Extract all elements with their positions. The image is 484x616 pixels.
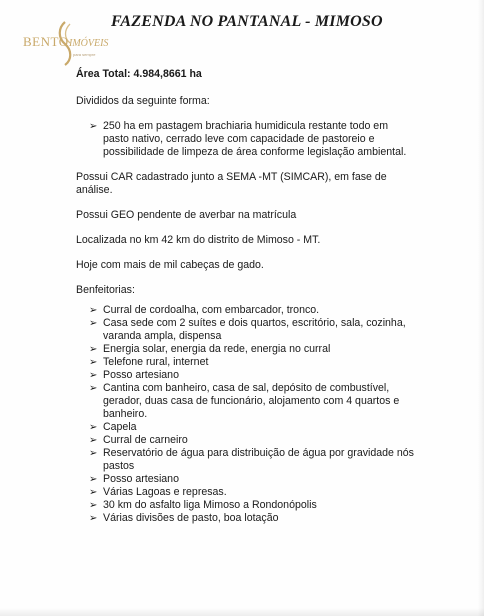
arrowhead-bullet-icon: ➢ <box>89 344 98 355</box>
page-bottom-shadow <box>0 608 484 616</box>
list-item-text: 30 km do asfalto liga Mimoso a Rondonópolis <box>103 499 317 511</box>
list-item <box>89 356 416 369</box>
svg-text:para sempre: para sempre <box>73 52 96 57</box>
arrowhead-bullet-icon: ➢ <box>89 305 98 316</box>
list-item <box>89 421 416 434</box>
list-item-text: Várias divisões de pasto, boa lotação <box>103 512 279 524</box>
page-title: FAZENDA NO PANTANAL - MIMOSO <box>111 13 383 30</box>
arrowhead-bullet-icon: ➢ <box>89 474 98 485</box>
arrowhead-bullet-icon: ➢ <box>89 121 98 132</box>
location-text: Localizada no km 42 km do distrito de Mimoso - MT. <box>76 234 321 246</box>
arrowhead-bullet-icon: ➢ <box>89 500 98 511</box>
logo-graphic <box>22 20 109 66</box>
list-item-text: Casa sede com 2 suítes e dois quartos, escritório, sala, cozinha, varanda ampla, dispensa <box>103 317 406 342</box>
document-body <box>76 68 416 537</box>
list-item <box>89 473 416 486</box>
benfeitorias-heading: Benfeitorias: <box>76 284 135 296</box>
list-item-text: Posso artesiano <box>103 369 179 381</box>
list-item-text: Cantina com banheiro, casa de sal, depósito de combustível, gerador, duas casa de funcionário, alojamento com 4 quartos e banheiro. <box>103 382 400 420</box>
geo-text: Possui GEO pendente de averbar na matrícula <box>76 209 297 221</box>
list-item-text: Curral de carneiro <box>103 434 188 446</box>
arrowhead-bullet-icon: ➢ <box>89 318 98 329</box>
list-item <box>89 120 416 159</box>
list-item <box>89 447 416 473</box>
list-item <box>89 343 416 356</box>
bento-imoveis-logo <box>22 20 109 66</box>
list-item-text: Posso artesiano <box>103 473 179 485</box>
car-text: Possui CAR cadastrado junto a SEMA -MT (SIMCAR), em fase de análise. <box>76 171 387 196</box>
arrowhead-bullet-icon: ➢ <box>89 513 98 524</box>
list-item-text: Capela <box>103 421 137 433</box>
cattle-text: Hoje com mais de mil cabeças de gado. <box>76 259 264 271</box>
arrowhead-bullet-icon: ➢ <box>89 370 98 381</box>
list-item-text: Reservatório de água para distribuição de água por gravidade nós pastos <box>103 447 414 472</box>
list-item <box>89 486 416 499</box>
list-item-text: Várias Lagoas e represas. <box>103 486 227 498</box>
arrowhead-bullet-icon: ➢ <box>89 357 98 368</box>
area-total: Área Total: 4.984,8661 ha <box>76 68 202 80</box>
list-item-text: 250 ha em pastagem brachiaria humidicula restante todo em pasto nativo, cerrado leve com capacidade de pastoreio e possibilidade de limpeza de área conforme legislação ambiental. <box>103 120 407 158</box>
list-item <box>89 382 416 421</box>
list-item-text: Energia solar, energia da rede, energia no curral <box>103 343 331 355</box>
division-list <box>76 120 416 159</box>
arrowhead-bullet-icon: ➢ <box>89 383 98 394</box>
list-item <box>89 434 416 447</box>
page-edge-shadow <box>478 0 484 616</box>
svg-text:IMÓVEIS: IMÓVEIS <box>69 38 109 49</box>
svg-text:BENTO: BENTO <box>23 34 69 49</box>
list-item <box>89 369 416 382</box>
divididos-text: Divididos da seguinte forma: <box>76 95 210 107</box>
arrowhead-bullet-icon: ➢ <box>89 435 98 446</box>
list-item <box>89 512 416 525</box>
list-item <box>89 304 416 317</box>
arrowhead-bullet-icon: ➢ <box>89 422 98 433</box>
list-item <box>89 499 416 512</box>
list-item-text: Telefone rural, internet <box>103 356 209 368</box>
arrowhead-bullet-icon: ➢ <box>89 487 98 498</box>
list-item <box>89 317 416 343</box>
list-item-text: Curral de cordoalha, com embarcador, tronco. <box>103 304 320 316</box>
benfeitorias-list <box>76 304 416 525</box>
arrowhead-bullet-icon: ➢ <box>89 448 98 459</box>
